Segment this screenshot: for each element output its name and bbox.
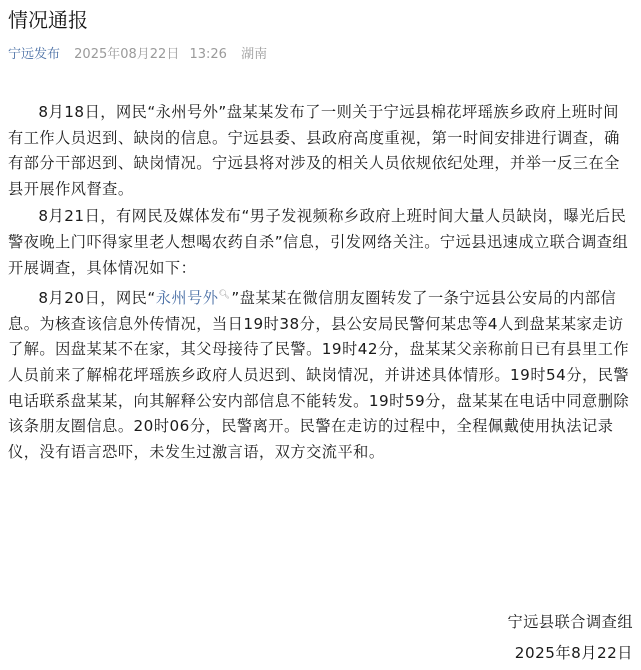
paragraph-3-lead: 8月20日，网民“ [38,289,156,308]
publish-time: 13:26 [189,47,227,62]
account-link[interactable]: 永州号外 [155,289,219,308]
publish-date: 2025年08月22日 [74,47,180,62]
source-link[interactable]: 宁远发布 [8,47,61,62]
signature-date: 2025年8月22日 [514,644,633,662]
article-body [8,100,634,467]
signature-org: 宁远县联合调查组 [507,613,633,631]
page-title: 情况通报 [8,8,88,32]
paragraph-3-rest: ”盘某某在微信朋友圈转发了一条宁远县公安局的内部信息。为核查该信息外传情况，当日19时38分，县公安局民警何某忠等4人到盘某某家走访了解。因盘某某不在家，其父母接待了民警。19时42分，盘某某父亲称前日已有县里工作人员前来了解棉花坪瑶族乡政府人员迟到、缺岗情况，并讲述具体情形。19时54分，民警电话联系盘某某，向其解释公安内部信息不能转发。19时59分，盘某某在电话中同意删除该条朋友圈信息。20时06分，民警离开。民警在走访的过程中，全程佩戴使用执法记录仪，没有语言恐吓，未发生过激言语，双方交流平和。 [8,289,630,461]
paragraph-3 [8,283,634,465]
publish-region: 湖南 [241,47,268,62]
search-icon[interactable]: 🔍︎ [218,290,231,301]
paragraph-1: 8月18日，网民“永州号外”盘某某发布了一则关于宁远县棉花坪瑶族乡政府上班时间有工作人员迟到、缺岗的信息。宁远县委、县政府高度重视，第一时间安排进行调查，确有部分干部迟到、缺岗情况。宁远县将对涉及的相关人员依规依纪处理，并举一反三在全县开展作风督查。 [8,103,620,198]
paragraph-2: 8月21日，有网民及媒体发布“男子发视频称乡政府上班时间大量人员缺岗，曝光后民警夜晚上门吓得家里老人想喝农药自杀”信息，引发网络关注。宁远县迅速成立联合调查组开展调查，具体情况如下： [8,207,629,277]
article-meta [8,46,267,64]
